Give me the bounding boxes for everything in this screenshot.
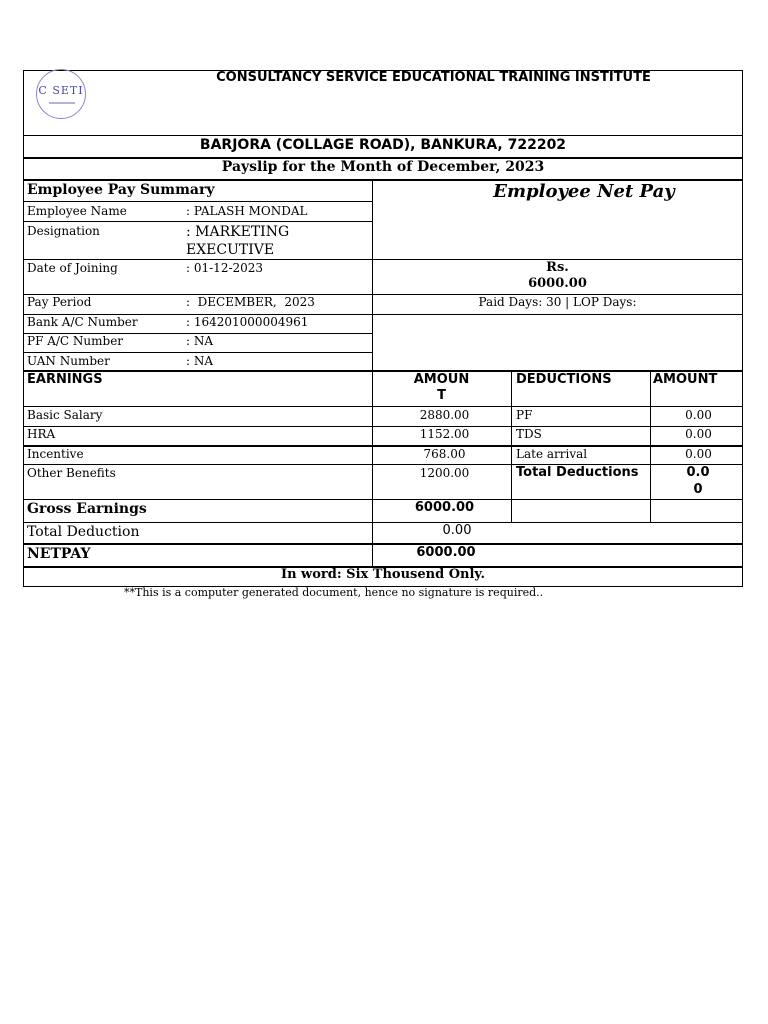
earnings-amount-heading-line1: AMOUN bbox=[413, 372, 470, 387]
institute-name: CONSULTANCY SERVICE EDUCATIONAL TRAINING INSTITUTE bbox=[216, 70, 651, 85]
deductions-heading: DEDUCTIONS bbox=[516, 372, 612, 387]
earning-label-incentive: Incentive bbox=[27, 447, 84, 461]
deduction-label-late-arrival: Late arrival bbox=[516, 447, 588, 461]
deduction-amount-pf: 0.00 bbox=[685, 408, 712, 422]
label-bank-account: Bank A/C Number bbox=[27, 315, 138, 329]
institute-address: BARJORA (COLLAGE ROAD), BANKURA, 722202 bbox=[199, 137, 567, 153]
payslip-title: Payslip for the Month of December, 2023 bbox=[221, 159, 545, 175]
value-designation-line1: : MARKETING bbox=[186, 224, 290, 240]
label-uan-number: UAN Number bbox=[27, 354, 110, 368]
value-designation-line2: EXECUTIVE bbox=[186, 242, 275, 258]
computer-generated-note: **This is a computer generated document, hence no signature is required.. bbox=[124, 586, 544, 599]
label-employee-name: Employee Name bbox=[27, 204, 127, 218]
earnings-amount-heading-line2: T bbox=[437, 388, 446, 403]
label-designation: Designation bbox=[27, 224, 100, 238]
deduction-label-tds: TDS bbox=[516, 427, 542, 441]
earning-amount-incentive: 768.00 bbox=[423, 447, 466, 461]
net-pay-heading: Employee Net Pay bbox=[493, 181, 675, 202]
value-employee-name: : PALASH MONDAL bbox=[186, 204, 308, 218]
earning-label-hra: HRA bbox=[27, 427, 56, 441]
value-bank-account: : 164201000004961 bbox=[186, 315, 309, 329]
value-date-of-joining: : 01-12-2023 bbox=[186, 261, 264, 275]
paid-days: Paid Days: 30 | LOP Days: bbox=[478, 295, 637, 309]
label-date-of-joining: Date of Joining bbox=[27, 261, 118, 275]
earnings-heading: EARNINGS bbox=[27, 372, 103, 387]
net-pay-amount: 6000.00 bbox=[528, 276, 587, 291]
total-deductions-label: Total Deductions bbox=[516, 465, 639, 480]
gross-earnings-label: Gross Earnings bbox=[27, 501, 147, 517]
logo-tagline-mark bbox=[49, 102, 75, 104]
label-pay-period: Pay Period bbox=[27, 295, 92, 309]
deduction-amount-tds: 0.00 bbox=[685, 427, 712, 441]
earning-label-other-benefits: Other Benefits bbox=[27, 466, 116, 480]
net-pay-currency: Rs. bbox=[546, 260, 569, 275]
amount-in-words: In word: Six Thousend Only. bbox=[281, 567, 485, 582]
total-deduction-amount: 0.00 bbox=[442, 523, 472, 538]
netpay-amount: 6000.00 bbox=[416, 545, 476, 560]
deduction-label-pf: PF bbox=[516, 408, 533, 422]
logo-text: C SETI bbox=[38, 84, 84, 97]
total-deductions-amount-line2: 0 bbox=[693, 482, 703, 497]
pay-summary-heading: Employee Pay Summary bbox=[27, 182, 215, 198]
value-uan-number: : NA bbox=[186, 354, 214, 368]
netpay-label: NETPAY bbox=[27, 546, 91, 562]
deductions-amount-heading: AMOUNT bbox=[653, 372, 718, 387]
earning-amount-other-benefits: 1200.00 bbox=[419, 466, 470, 480]
deduction-amount-late-arrival: 0.00 bbox=[685, 447, 712, 461]
earning-amount-hra: 1152.00 bbox=[419, 427, 470, 441]
total-deduction-label: Total Deduction bbox=[27, 524, 140, 540]
label-pf-account: PF A/C Number bbox=[27, 334, 124, 348]
total-deductions-amount-line1: 0.0 bbox=[686, 465, 710, 480]
value-pay-period: : DECEMBER, 2023 bbox=[186, 295, 315, 309]
value-pf-account: : NA bbox=[186, 334, 214, 348]
gross-earnings-amount: 6000.00 bbox=[414, 500, 475, 515]
earning-label-basic-salary: Basic Salary bbox=[27, 408, 103, 422]
institute-logo bbox=[36, 69, 86, 119]
earning-amount-basic-salary: 2880.00 bbox=[419, 408, 470, 422]
